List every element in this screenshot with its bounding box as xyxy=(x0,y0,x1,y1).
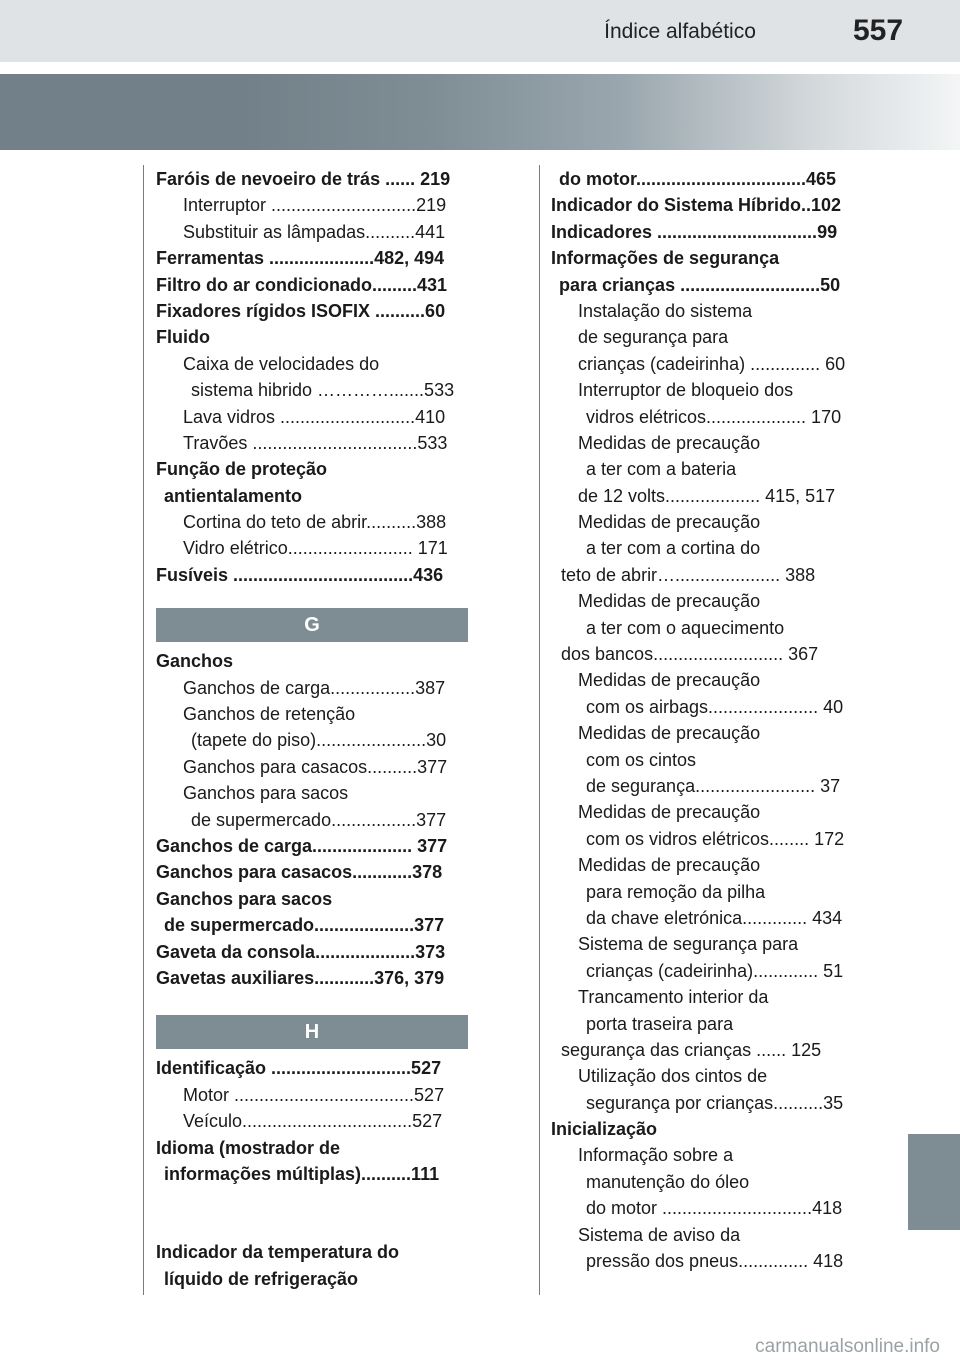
index-subentry: (tapete do piso)......................30 xyxy=(191,730,447,751)
index-entry: Ganchos xyxy=(156,651,234,672)
index-entry: Filtro do ar condicionado.........431 xyxy=(156,274,448,295)
index-subentry: de 12 volts................... 415, 517 xyxy=(578,485,836,506)
index-entry: Informações de segurança xyxy=(551,248,780,269)
letter-section-header: G xyxy=(156,608,468,642)
index-subentry: Sistema de segurança para xyxy=(578,934,799,955)
index-subentry: porta traseira para xyxy=(586,1013,734,1034)
index-subentry: Ganchos de carga.................387 xyxy=(183,677,446,698)
index-subentry: segurança das crianças ...... 125 xyxy=(561,1039,822,1060)
index-subentry: Ganchos de retenção xyxy=(183,704,356,725)
index-subentry: a ter com a cortina do xyxy=(586,538,761,559)
index-entry: Indicador do Sistema Híbrido..102 xyxy=(551,195,842,216)
index-column-left xyxy=(156,166,468,1292)
index-entry: Ferramentas .....................482, 494 xyxy=(156,248,445,269)
index-subentry: pressão dos pneus.............. 418 xyxy=(586,1251,844,1272)
index-entry: Faróis de nevoeiro de trás ...... 219 xyxy=(156,169,451,189)
right-column-rule xyxy=(539,165,540,1295)
index-entry: Identificação ............................527 xyxy=(156,1058,442,1079)
index-subentry: crianças (cadeirinha) .............. 60 xyxy=(578,353,846,374)
spacer xyxy=(156,1187,468,1239)
index-subentry: de segurança para xyxy=(578,327,729,348)
index-subentry: Medidas de precaução xyxy=(578,432,761,453)
index-subentry: Caixa de velocidades do xyxy=(183,353,380,374)
index-entry: Inicialização xyxy=(551,1119,658,1140)
index-subentry: Medidas de precaução xyxy=(578,670,761,691)
index-subentry: Interruptor .............................219 xyxy=(183,195,447,216)
index-subentry: de supermercado.................377 xyxy=(191,809,447,830)
index-entry: para crianças ............................50 xyxy=(559,274,841,295)
index-subentry: Medidas de precaução xyxy=(578,512,761,533)
index-subentry: Interruptor de bloqueio dos xyxy=(578,380,794,401)
index-subentry: Instalação do sistema xyxy=(578,300,753,321)
index-entry: Gavetas auxiliares............376, 379 xyxy=(156,967,445,988)
index-subentry: Motor ....................................527 xyxy=(183,1084,445,1105)
index-subentry: crianças (cadeirinha)............. 51 xyxy=(586,960,844,981)
index-subentry: dos bancos.......................... 367 xyxy=(561,644,819,665)
index-subentry: Medidas de precaução xyxy=(578,723,761,744)
header-banner xyxy=(0,74,960,150)
index-subentry: Ganchos para casacos..........377 xyxy=(183,756,448,777)
index-subentry: com os cintos xyxy=(586,749,697,770)
index-subentry: de segurança........................ 37 xyxy=(586,775,841,796)
letter-section-header: H xyxy=(156,1015,468,1049)
index-subentry: a ter com a bateria xyxy=(586,459,737,480)
index-subentry: Medidas de precaução xyxy=(578,591,761,612)
index-entry: Indicadores ................................99 xyxy=(551,221,838,242)
index-subentry: para remoção da pilha xyxy=(586,881,766,902)
index-subentry: vidros elétricos.................... 170 xyxy=(586,406,842,427)
index-entry: Ganchos para sacos xyxy=(156,888,333,909)
index-subentry: da chave eletrónica............. 434 xyxy=(586,907,843,928)
index-entry: líquido de refrigeração xyxy=(164,1268,359,1289)
index-subentry: Travões .................................533 xyxy=(183,432,448,453)
index-subentry: manutenção do óleo xyxy=(586,1171,750,1192)
index-entry: Fixadores rígidos ISOFIX ..........60 xyxy=(156,300,446,321)
index-column-right xyxy=(551,166,863,1274)
index-subentry: Informação sobre a xyxy=(578,1145,734,1166)
index-entry: Fluido xyxy=(156,327,210,348)
index-entry: Ganchos para casacos............378 xyxy=(156,862,443,883)
index-subentry: com os airbags...................... 40 xyxy=(586,696,844,717)
chapter-side-tab xyxy=(908,1134,960,1230)
index-subentry: Lava vidros ...........................410 xyxy=(183,406,446,427)
index-subentry: Trancamento interior da xyxy=(578,987,769,1008)
index-subentry: Vidro elétrico......................... 171 xyxy=(183,538,448,559)
index-subentry: teto de abrir…..................... 388 xyxy=(561,564,816,585)
watermark-text: carmanualsonline.info xyxy=(755,1336,940,1357)
index-subentry: Medidas de precaução xyxy=(578,855,761,876)
index-entry: informações múltiplas)..........111 xyxy=(164,1163,440,1184)
index-entry: Ganchos de carga.................... 377 xyxy=(156,835,448,856)
index-subentry: Utilização dos cintos de xyxy=(578,1066,768,1087)
index-subentry: Cortina do teto de abrir..........388 xyxy=(183,512,447,533)
section-title: Índice alfabético xyxy=(604,20,756,43)
index-subentry: segurança por crianças..........35 xyxy=(586,1092,844,1113)
index-entry: Fusíveis ....................................436 xyxy=(156,564,444,585)
left-column-rule xyxy=(143,165,144,1295)
index-subentry: Ganchos para sacos xyxy=(183,783,349,804)
index-entry: antientalamento xyxy=(164,485,303,506)
index-subentry: Veículo..................................527 xyxy=(183,1111,443,1132)
index-subentry: a ter com o aquecimento xyxy=(586,617,785,638)
index-subentry: Medidas de precaução xyxy=(578,802,761,823)
index-entry: Gaveta da consola....................373 xyxy=(156,941,446,962)
index-entry: Idioma (mostrador de xyxy=(156,1137,341,1158)
index-entry: de supermercado....................377 xyxy=(164,915,445,936)
index-subentry: Substituir as lâmpadas..........441 xyxy=(183,221,446,242)
index-subentry: sistema hibrido ………….......533 xyxy=(191,380,455,401)
index-entry: Função de proteção xyxy=(156,459,328,480)
index-entry: do motor..................................465 xyxy=(559,169,837,189)
spacer xyxy=(156,588,468,608)
index-entry: Indicador da temperatura do xyxy=(156,1242,400,1263)
index-subentry: Sistema de aviso da xyxy=(578,1224,741,1245)
page-number: 557 xyxy=(852,14,904,47)
index-subentry: com os vidros elétricos........ 172 xyxy=(586,828,845,849)
spacer xyxy=(156,991,468,1015)
index-subentry: do motor ..............................418 xyxy=(586,1198,843,1219)
